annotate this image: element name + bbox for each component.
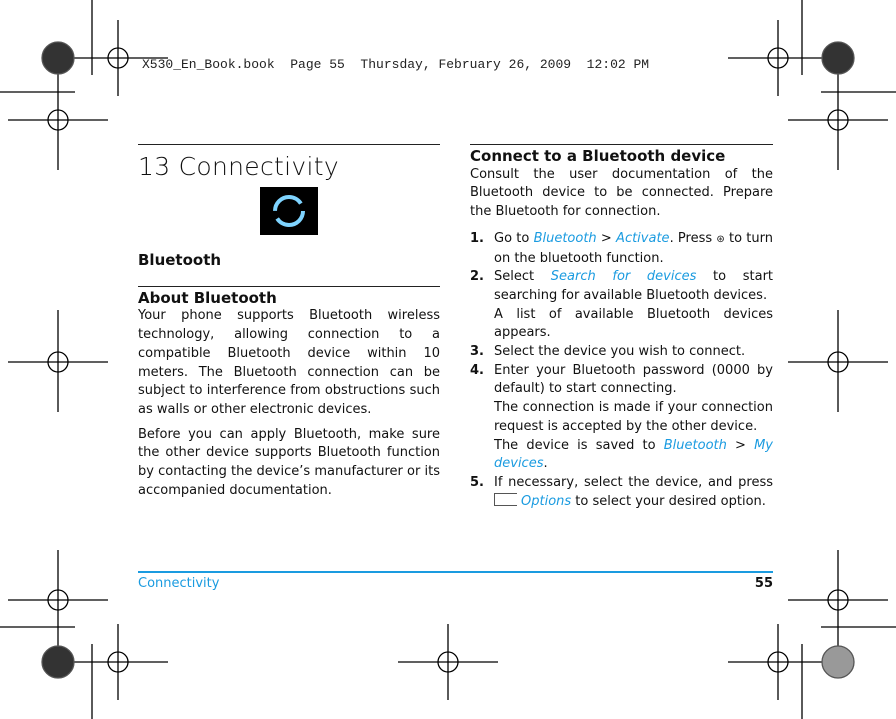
step: 5. If necessary, select the device, and press Options to select your desired option. (470, 474, 773, 509)
paragraph: Consult the user documentation of the Bluetooth device to be connected. Prepare the Bluetooth for connection. (470, 166, 773, 220)
step: 2. Select Search for devices to start searching for available Bluetooth devices. A list of available Bluetooth devices appears. (470, 269, 774, 341)
left-column (138, 144, 440, 500)
subsection-heading: Connect to a Bluetooth device (470, 147, 726, 165)
print-header: X530_En_Book.book Page 55 Thursday, February 26, 2009 12:02 PM (142, 57, 650, 72)
paragraph: Your phone supports Bluetooth wireless technology, allowing connection to a compatible Bluetooth device within 10 meters. The Bluetooth connection can be subject to interference from obstructions such as walls or other electronic devices. (138, 308, 440, 417)
section-heading: Bluetooth (138, 251, 222, 269)
steps-list (470, 230, 773, 512)
paragraph: Before you can apply Bluetooth, make sure the other device supports Bluetooth function by contacting the device’s manufacturer or its accompanied documentation. (138, 426, 440, 498)
page-footer (138, 571, 773, 591)
ok-key-icon: ⊛ (716, 233, 725, 245)
divider (138, 286, 440, 287)
step: 4. Enter your Bluetooth password (0000 by default) to start connecting. The connection is made if your connection request is accepted by the other device. The device is saved to Bluetooth > My devices. (470, 362, 773, 472)
connectivity-icon (260, 187, 318, 235)
divider (138, 144, 440, 145)
divider (470, 144, 773, 145)
subsection-heading: About Bluetooth (138, 288, 277, 307)
step: 1. Go to Bluetooth > Activate. Press ⊛ to turn on the bluetooth function. (470, 230, 773, 266)
right-column (470, 144, 773, 511)
page-number: 55 (754, 576, 773, 591)
chapter-title: 13 Connectivity (138, 152, 339, 181)
step: 3. Select the device you wish to connect. (470, 344, 746, 360)
softkey-icon (494, 493, 517, 506)
footer-section: Connectivity (138, 576, 220, 591)
